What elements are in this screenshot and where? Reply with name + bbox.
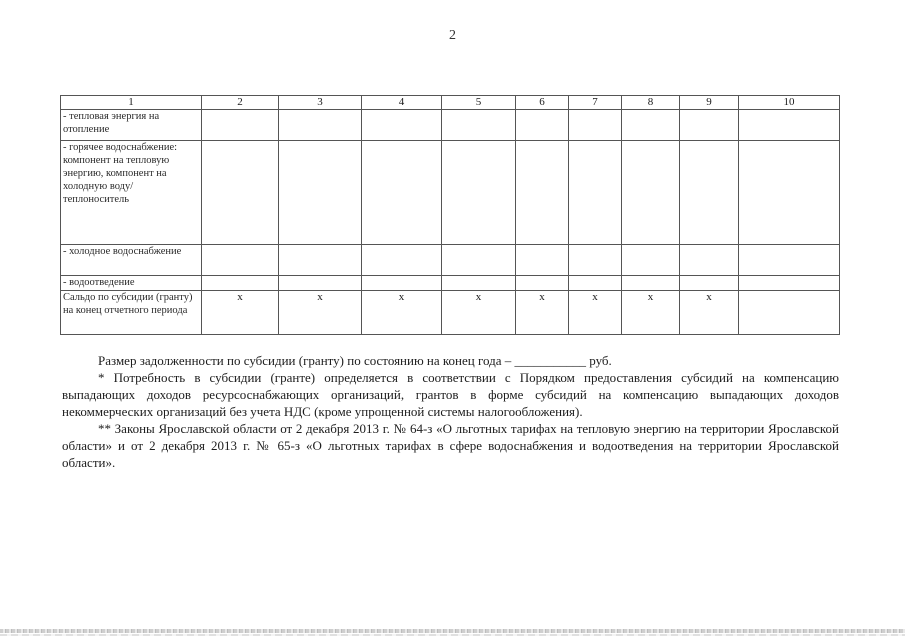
table-cell [680,276,739,291]
column-header: 1 [61,96,202,110]
table-cell [569,245,622,276]
table-cell: x [202,291,279,335]
table-cell [202,245,279,276]
table-cell [516,110,569,141]
table-cell: x [362,291,442,335]
row-label: - горячее водоснабжение: компонент на тепловую энергию, компонент на холодную воду/ теплоноситель [61,141,202,245]
table-cell: x [279,291,362,335]
table-row [61,291,840,335]
table-cell [569,276,622,291]
column-header: 9 [680,96,739,110]
table-cell [362,276,442,291]
table-cell: x [569,291,622,335]
column-header: 3 [279,96,362,110]
table-cell [202,141,279,245]
scan-artifact-line [0,629,905,633]
row-label: Сальдо по субсидии (гранту) на конец отчетного периода [61,291,202,335]
notes-section [62,352,839,471]
table-cell [680,141,739,245]
table-cell [516,276,569,291]
row-label: - холодное водоснабжение [61,245,202,276]
table-cell [569,141,622,245]
table-cell [680,110,739,141]
table-cell [279,276,362,291]
table-cell [569,110,622,141]
table-cell [739,110,840,141]
table-cell [622,276,680,291]
table-cell [442,276,516,291]
table-cell [279,141,362,245]
table-cell [442,110,516,141]
table-cell [739,245,840,276]
table-cell [739,291,840,335]
row-label: - тепловая энергия на отопление [61,110,202,141]
column-header: 8 [622,96,680,110]
table-cell: x [442,291,516,335]
table-cell [202,110,279,141]
table-cell [202,276,279,291]
table-cell [442,245,516,276]
table-row [61,141,840,245]
column-header: 2 [202,96,279,110]
table-cell [362,141,442,245]
table-cell [739,141,840,245]
table-cell: x [516,291,569,335]
table-cell [622,110,680,141]
column-header: 7 [569,96,622,110]
footnote-2: ** Законы Ярославской области от 2 декабря 2013 г. № 64-з «О льготных тарифах на тепловую энергию на территории Ярославской области» и от 2 декабря 2013 г. № 65-з «О льготных тарифах в сфере водоснабжения и водоотведения на территории Ярославской области». [62,421,839,470]
table-cell [622,245,680,276]
table-row [61,276,840,291]
table-cell [442,141,516,245]
column-header: 4 [362,96,442,110]
table-row [61,245,840,276]
table-cell: x [622,291,680,335]
table-cell [622,141,680,245]
column-header: 5 [442,96,516,110]
subsidy-table [60,95,840,335]
table-cell [516,245,569,276]
table-cell [279,245,362,276]
column-header: 6 [516,96,569,110]
table-cell [516,141,569,245]
table-header-row [61,96,840,110]
table-cell [279,110,362,141]
debt-line: Размер задолженности по субсидии (гранту) по состоянию на конец года – ___________ руб. [98,353,612,368]
table-cell [680,245,739,276]
row-label: - водоотведение [61,276,202,291]
table-cell [362,110,442,141]
footnote-1: * Потребность в субсидии (гранте) определяется в соответствии с Порядком предоставления субсидий на компенсацию выпадающих доходов ресурсоснабжающих организаций, грантов в форме субсидий на компенсацию выпадающих доходов некоммерческих организаций без учета НДС (кроме упрощенной системы налогообложения). [62,370,839,419]
table-cell [362,245,442,276]
scan-artifact-line [0,634,905,636]
table-cell: x [680,291,739,335]
page-number: 2 [449,28,456,43]
table-row [61,110,840,141]
column-header: 10 [739,96,840,110]
table-cell [739,276,840,291]
